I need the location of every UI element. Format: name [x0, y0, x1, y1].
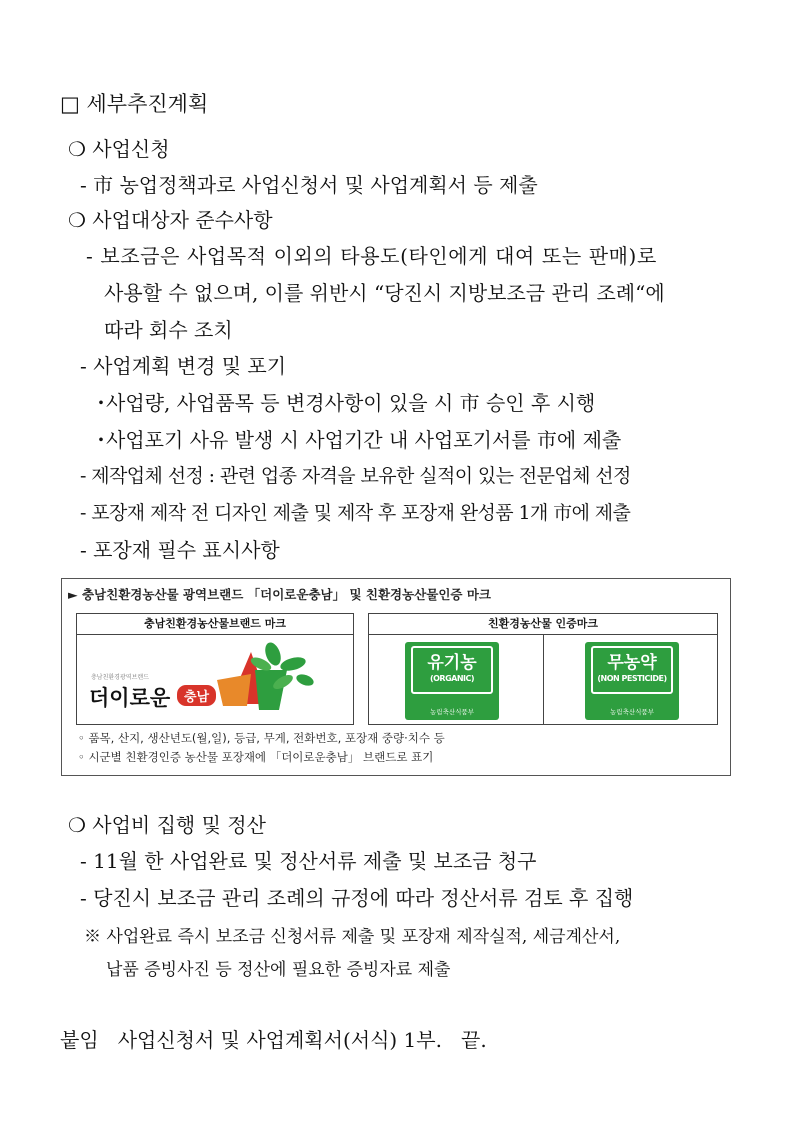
- certification-mark-panel: [368, 613, 718, 725]
- s3-note-line1: ※ 사업완료 즉시 보조금 신청서류 제출 및 포장재 제작실적, 세금계산서,: [84, 927, 621, 947]
- s3-heading: ❍ 사업비 집행 및 정산: [68, 813, 266, 837]
- brand-logo: [77, 634, 353, 724]
- non-pesticide-mark-org: 농림축산식품부: [610, 708, 654, 716]
- s3-note-line2: 납품 증빙사진 등 정산에 필요한 증빙자료 제출: [106, 960, 451, 980]
- section-title: □ 세부추진계획: [60, 92, 209, 116]
- s2-item2: - 사업계획 변경 및 포기: [80, 354, 287, 378]
- s2-item2-b: ･사업포기 사유 발생 시 사업기간 내 사업포기서를 市에 제출: [96, 428, 622, 452]
- labeling-requirements-box: [61, 578, 731, 776]
- box-note-1: ◦ 품목, 산지, 생산년도(월,일), 등급, 무게, 전화번호, 포장재 중량·치수 등: [78, 731, 445, 745]
- s2-item1-line2: 사용할 수 없으며, 이를 위반시 “당진시 지방보조금 관리 조례“에: [104, 281, 665, 305]
- attachment-line: 붙임 사업신청서 및 사업계획서(서식) 1부. 끝.: [60, 1028, 487, 1052]
- non-pesticide-mark: [585, 642, 679, 720]
- s2-heading: ❍ 사업대상자 준수사항: [68, 208, 273, 232]
- s2-item4: - 포장재 제작 전 디자인 제출 및 제작 후 포장재 완성품 1개 市에 제출: [80, 502, 631, 524]
- s3-item2: - 당진시 보조금 관리 조례의 규정에 따라 정산서류 검토 후 집행: [80, 886, 634, 910]
- certification-mark-panel-head: 친환경농산물 인증마크: [369, 614, 717, 635]
- organic-mark-main: 유기농: [427, 653, 477, 673]
- organic-mark: [405, 642, 499, 720]
- organic-mark-sub: (ORGANIC): [429, 674, 475, 683]
- brand-logo-small-text: 충남친환경광역브랜드: [91, 674, 149, 681]
- s1-heading: ❍ 사업신청: [68, 137, 170, 161]
- brand-logo-main-text: 더이로운: [89, 686, 171, 710]
- box-note-2: ◦ 시군별 친환경인증 농산물 포장재에 「더이로운충남」 브랜드로 표기: [78, 750, 434, 764]
- s2-item3: - 제작업체 선정 : 관련 업종 자격을 보유한 실적이 있는 전문업체 선정: [80, 465, 631, 487]
- s3-item1: - 11월 한 사업완료 및 정산서류 제출 및 보조금 청구: [80, 849, 537, 873]
- leaf-icon: [209, 640, 319, 712]
- brand-mark-panel-head: 충남친환경농산물브랜드 마크: [77, 614, 353, 635]
- s2-item2-a: ･사업량, 사업품목 등 변경사항이 있을 시 市 승인 후 시행: [96, 391, 596, 415]
- organic-mark-org: 농림축산식품부: [430, 708, 474, 716]
- s2-item1-line3: 따라 회수 조치: [104, 318, 233, 342]
- s1-item: - 市 농업정책과로 사업신청서 및 사업계획서 등 제출: [80, 173, 538, 197]
- non-pesticide-mark-sub: (NON PESTICIDE): [597, 674, 667, 683]
- box-title: ► 충남친환경농산물 광역브랜드 「더이로운충남」 및 친환경농산물인증 마크: [68, 587, 491, 602]
- brand-mark-panel: [76, 613, 354, 725]
- s2-item5: - 포장재 필수 표시사항: [80, 538, 280, 562]
- non-pesticide-mark-main: 무농약: [607, 653, 657, 673]
- s2-item1-line1: - 보조금은 사업목적 이외의 타용도(타인에게 대여 또는 판매)로: [86, 244, 657, 268]
- certification-divider: [543, 634, 544, 724]
- brand-logo-badge: 충남: [177, 685, 216, 706]
